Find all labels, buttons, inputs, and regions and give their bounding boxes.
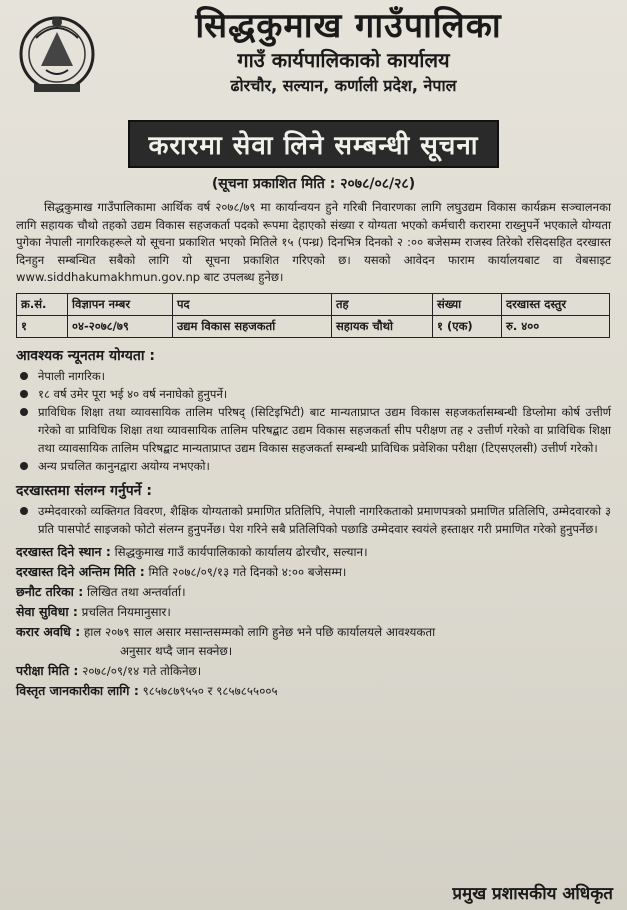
intro-paragraph bbox=[16, 199, 611, 287]
detail-label: छनौट तरिका : bbox=[16, 583, 84, 599]
detail-label: विस्तृत जानकारीका लागि : bbox=[16, 682, 139, 698]
details-block bbox=[10, 542, 617, 701]
title-banner-wrap bbox=[10, 120, 617, 168]
detail-value: ९८५७८७९५५० र ९८५७८५५००५ bbox=[142, 683, 278, 698]
col-header: पद bbox=[173, 293, 332, 315]
detail-value: प्रचलित नियमानुसार। bbox=[81, 604, 171, 619]
table-cell: १ bbox=[17, 315, 68, 337]
table-row bbox=[17, 315, 610, 337]
detail-label: दरखास्त दिने अन्तिम मिति : bbox=[16, 563, 145, 579]
attachments-title: दरखास्तमा संलग्न गर्नुपर्ने : bbox=[16, 482, 152, 499]
header bbox=[10, 0, 617, 118]
detail-row bbox=[16, 622, 611, 661]
detail-row bbox=[16, 681, 611, 701]
nepal-emblem-icon bbox=[16, 8, 98, 96]
table-cell: १ (एक) bbox=[433, 315, 502, 337]
qualifications-title: आवश्यक न्यूनतम योग्यता : bbox=[16, 347, 155, 364]
attachments-list bbox=[16, 502, 611, 538]
col-header: दरखास्त दस्तुर bbox=[502, 293, 610, 315]
office-address: ढोरचौर, सल्यान, कर्णाली प्रदेश, नेपाल bbox=[230, 76, 457, 95]
qualifications-list bbox=[16, 367, 611, 475]
col-header: संख्या bbox=[433, 293, 502, 315]
list-item-text: १८ वर्ष उमेर पूरा भई ४० वर्ष ननाघेको हुनुपर्ने। bbox=[38, 386, 228, 401]
detail-label: दरखास्त दिने स्थान : bbox=[16, 543, 111, 559]
intro-text: सिद्धकुमाख गाउँपालिकामा आर्थिक वर्ष २०७८/७९ मा कार्यान्वयन हुने गरिबी निवारणका लागि लघुउद्यम विकास कार्यक्रम सञ्चालनका लागि सहायक चौथो तहको उद्यम विकास सहजकर्ता पदको रूपमा देहाएको संख्या र योग्यता भएको कर्मचारी करारमा राख्नुपर्ने भएकाले योग्यता पुगेका नेपाली नागरिकहरूले यो सूचना प्रकाशित भएको मितिले १५ (पन्ध्र) दिनभित्र दिनको २ :०० बजेसम्म राजस्व तिरेको रसिदसहित दरखास्त दिनहुन सम्बन्धित सबैको लागि यो सूचना प्रकाशित गरिएको छ। यसको आवेदन फाराम कार्यालयबाट वा वेबसाइट www.siddhakumakhmun.gov.np बाट उपलब्ध हुनेछ। bbox=[16, 200, 611, 285]
list-item bbox=[16, 403, 611, 457]
detail-label: करार अवधि : bbox=[16, 623, 81, 639]
detail-value: मिति २०७८/०९/१३ गते दिनको ४:०० बजेसम्म। bbox=[148, 564, 347, 579]
office-name: गाउँ कार्यपालिकाको कार्यालय bbox=[237, 48, 450, 72]
bullet-icon bbox=[20, 408, 28, 416]
bullet-icon bbox=[20, 507, 28, 515]
list-item bbox=[16, 457, 611, 475]
detail-label: परीक्षा मिति : bbox=[16, 662, 79, 678]
published-date: (सूचना प्रकाशित मिति : २०७८/०८/२८) bbox=[211, 176, 416, 192]
table-cell: सहायक चौथो bbox=[332, 315, 433, 337]
list-item-text: अन्य प्रचलित कानुनद्वारा अयोग्य नभएको। bbox=[38, 458, 210, 473]
detail-row bbox=[16, 542, 611, 562]
detail-row bbox=[16, 562, 611, 582]
detail-value: हाल २०७९ साल असार मसान्तसम्मको लागि हुनेछ भने पछि कार्यालयले आवश्यकता bbox=[83, 624, 436, 639]
col-header: विज्ञापन नम्बर bbox=[68, 293, 173, 315]
table-cell: उद्यम विकास सहजकर्ता bbox=[173, 315, 332, 337]
notice-title: करारमा सेवा लिने सम्बन्धी सूचना bbox=[128, 120, 498, 168]
detail-row bbox=[16, 582, 611, 602]
detail-row bbox=[16, 602, 611, 622]
list-item bbox=[16, 502, 611, 538]
list-item-text: प्राविधिक शिक्षा तथा व्यावसायिक तालिम परिषद् (सिटिइभिटी) बाट मान्यताप्राप्त उद्यम विकास सहजकर्तासम्बन्धी डिप्लोमा कोर्ष उत्तीर्ण गरेको वा प्राविधिक शिक्षा तथा व्यावसायिक तालिम परिषद्बाट उद्यम विकास सहजकर्ता सीप परीक्षण तह २ उत्तीर्ण गरेको वा प्राविधिक शिक्षा तथा व्यावसायिक तालिम परिषद्बाट मान्यताप्राप्त उद्यम विकास सहजकर्ता सम्बन्धी प्राविधिक प्रवेशिका परीक्षा (टिएसएलसी) उत्तीर्ण गरेको। bbox=[38, 404, 611, 455]
col-header: क्र.सं. bbox=[17, 293, 68, 315]
col-header: तह bbox=[332, 293, 433, 315]
detail-row bbox=[16, 661, 611, 681]
bullet-icon bbox=[20, 462, 28, 470]
vacancy-table bbox=[16, 293, 610, 338]
list-item-text: उम्मेदवारको व्यक्तिगत विवरण, शैक्षिक योग्यताको प्रमाणित प्रतिलिपि, नेपाली नागरिकताको प्रमाणपत्रको प्रमाणित प्रतिलिपि, उम्मेदवारको ३ प्रति पासपोर्ट साइजको फोटो संलग्न हुनुपर्नेछ। पेश गरिने सबै प्रतिलिपिको पछाडि उम्मेदवार स्वयंले हस्ताक्षर गरी प्रमाणित गरेको हुनुपर्नेछ। bbox=[38, 503, 611, 536]
table-cell: रु. ४०० bbox=[502, 315, 610, 337]
list-item bbox=[16, 367, 611, 385]
bullet-icon bbox=[20, 390, 28, 398]
org-name: सिद्धकुमाख गाउँपालिका bbox=[195, 6, 502, 46]
detail-label: सेवा सुविधा : bbox=[16, 603, 78, 619]
detail-value: लिखित तथा अन्तर्वार्ता। bbox=[87, 584, 186, 599]
signature-title: प्रमुख प्रशासकीय अधिकृत bbox=[452, 884, 613, 904]
list-item-text: नेपाली नागरिक। bbox=[38, 368, 106, 383]
list-item bbox=[16, 385, 611, 403]
detail-value-continued: अनुसार थप्दै जान सक्नेछ। bbox=[120, 643, 233, 658]
bullet-icon bbox=[20, 372, 28, 380]
detail-value: सिद्धकुमाख गाउँ कार्यपालिकाको कार्यालय ढोरचौर, सल्यान। bbox=[114, 544, 368, 559]
table-cell: ०४-२०७८/७९ bbox=[68, 315, 173, 337]
detail-value: २०७८/०९/१४ गते तोकिनेछ। bbox=[82, 663, 202, 678]
table-header-row bbox=[17, 293, 610, 315]
